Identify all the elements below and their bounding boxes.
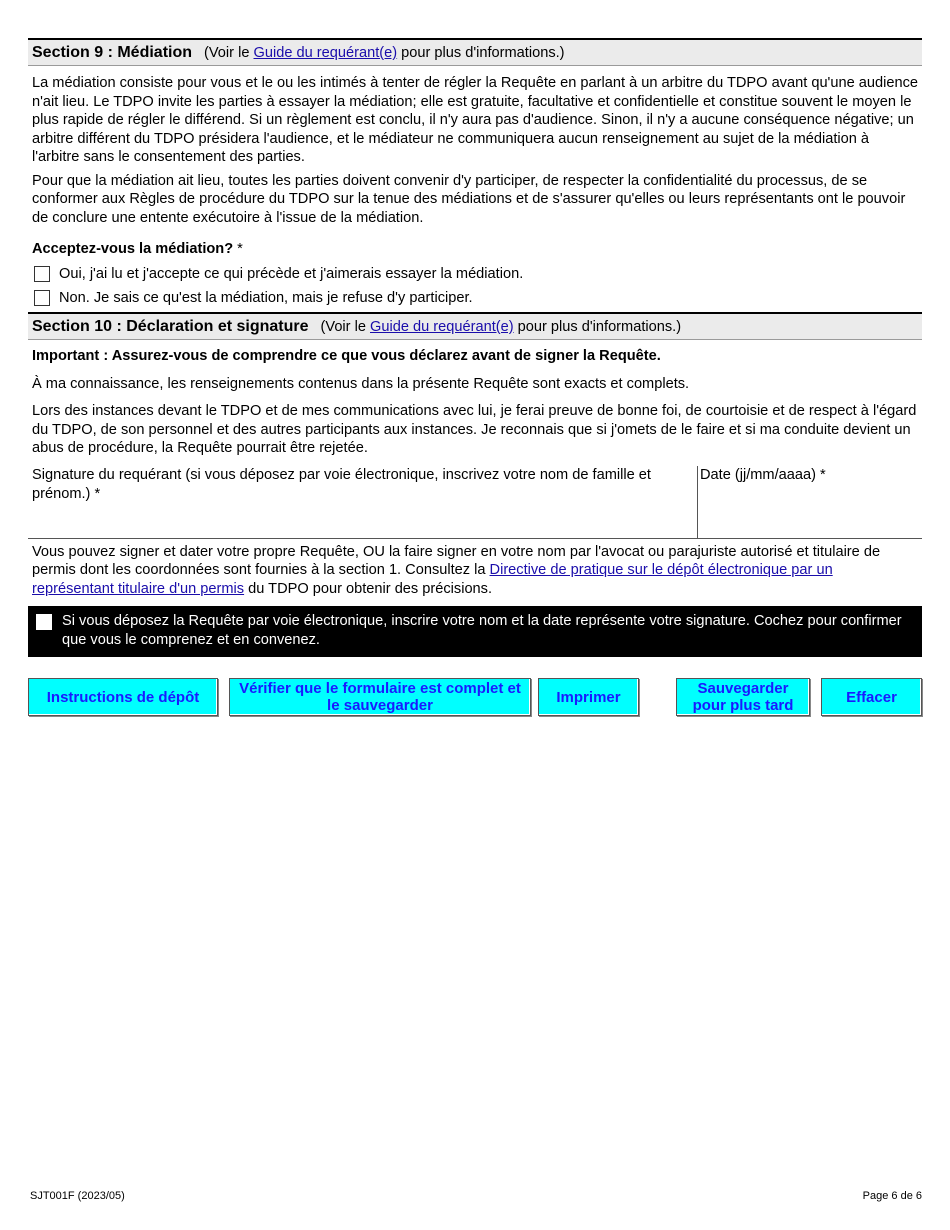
- section-9-header: [28, 38, 922, 66]
- print-button[interactable]: Imprimer: [538, 678, 639, 716]
- mediation-yes-label: Oui, j'ai lu et j'accepte ce qui précède et j'aimerais essayer la médiation.: [59, 266, 524, 282]
- required-mark: *: [233, 241, 243, 257]
- form-page: [28, 38, 922, 720]
- required-mark: *: [90, 485, 101, 502]
- declaration-paragraph-1: À ma connaissance, les renseignements contenus dans la présente Requête sont exacts et complets.: [32, 375, 690, 392]
- section-10-title: Section 10 : Déclaration et signature: [32, 318, 309, 335]
- signing-note: Vous pouvez signer et dater votre propre Requête, OU la faire signer en votre nom par l'avocat ou parajuriste autorisé et titulaire de permis dont les coordonnées sont fournies à la section 1. Consultez la Directive de pratique sur le dépôt électronique par un représentant titulaire d'un permis du TDPO pour obtenir des précisions.: [32, 543, 881, 597]
- mediation-paragraph-1: La médiation consiste pour vous et le ou les intimés à tenter de régler la Requête en parlant à un arbitre du TDPO avant qu'une audience n'ait lieu. Le TDPO invite les parties à essayer la médiation; elle est gratuite, facultative et confidentielle et constitue souvent le moyen le plus rapide de régler le différend. Si un règlement est conclu, il n'y aura pas d'audience. Sinon, il n'y a aucune conséquence négative; un arbitre différent du TDPO présidera l'audience, et le médiateur ne communiquera aucun renseignement au sujet de la médiation à l'arbitre sans le consentement des parties.: [32, 75, 918, 165]
- section-9-note: (Voir le Guide du requérant(e) pour plus d'informations.): [204, 45, 565, 61]
- important-notice: Important : Assurez-vous de comprendre ce que vous déclarez avant de signer la Requête.: [32, 348, 661, 364]
- mediation-paragraph-2: Pour que la médiation ait lieu, toutes les parties doivent convenir d'y participer, de respecter la confidentialité du processus, de se conformer aux Règles de procédure du TDPO sur la tenue des médiations et de s'assurer qu'elles ou leurs représentants ont le pouvoir de conclure une entente exécutoire à l'issue de la médiation.: [32, 172, 906, 226]
- date-label: Date (jj/mm/aaaa): [700, 466, 816, 483]
- signature-row: [28, 466, 922, 539]
- section-10-note: (Voir le Guide du requérant(e) pour plus d'informations.): [320, 319, 682, 335]
- practice-direction-link[interactable]: Directive de pratique sur le dépôt électronique par un représentant titulaire d'un permis: [32, 562, 833, 597]
- form-code: SJT001F (2023/05): [30, 1190, 125, 1202]
- action-buttons: [28, 678, 922, 720]
- section-9-title: Section 9 : Médiation: [32, 44, 193, 61]
- declaration-paragraph-2: Lors des instances devant le TDPO et de mes communications avec lui, je ferai preuve de bonne foi, de courtoisie et de respect à l'égard du TDPO, de son personnel et des autres participants aux instances. Je reconnais que si j'omets de le faire et si ma conduite devient un abus de procédure, la Requête pourrait être rejetée.: [32, 403, 917, 456]
- mediation-question: Acceptez-vous la médiation? *: [32, 241, 243, 257]
- filing-instructions-button[interactable]: Instructions de dépôt: [28, 678, 218, 716]
- mediation-option-yes[interactable]: [28, 262, 922, 286]
- required-mark: *: [815, 466, 826, 483]
- save-for-later-button[interactable]: Sauvegarder pour plus tard: [676, 678, 810, 716]
- date-field[interactable]: [697, 466, 922, 538]
- mediation-option-no[interactable]: [28, 286, 922, 310]
- confirm-checkbox[interactable]: [36, 614, 52, 630]
- signature-label: Signature du requérant (si vous déposez par voie électronique, inscrivez votre nom de famille et prénom.): [32, 466, 651, 502]
- verify-and-save-button[interactable]: Vérifier que le formulaire est complet et le sauvegarder: [229, 678, 531, 716]
- guide-link-section-10[interactable]: Guide du requérant(e): [370, 319, 514, 335]
- mediation-yes-checkbox[interactable]: [34, 266, 50, 282]
- confirm-label: Si vous déposez la Requête par voie électronique, inscrire votre nom et la date représente votre signature. Cochez pour confirmer que vous le comprenez et en convenez.: [62, 613, 902, 648]
- section-10-header: [28, 312, 922, 340]
- page-number: Page 6 de 6: [862, 1190, 922, 1202]
- guide-link-section-9[interactable]: Guide du requérant(e): [253, 45, 398, 61]
- signature-field[interactable]: [28, 466, 697, 538]
- mediation-no-checkbox[interactable]: [34, 290, 50, 306]
- electronic-signature-confirmation[interactable]: [28, 606, 922, 657]
- clear-button[interactable]: Effacer: [821, 678, 922, 716]
- mediation-no-label: Non. Je sais ce qu'est la médiation, mais je refuse d'y participer.: [59, 290, 473, 306]
